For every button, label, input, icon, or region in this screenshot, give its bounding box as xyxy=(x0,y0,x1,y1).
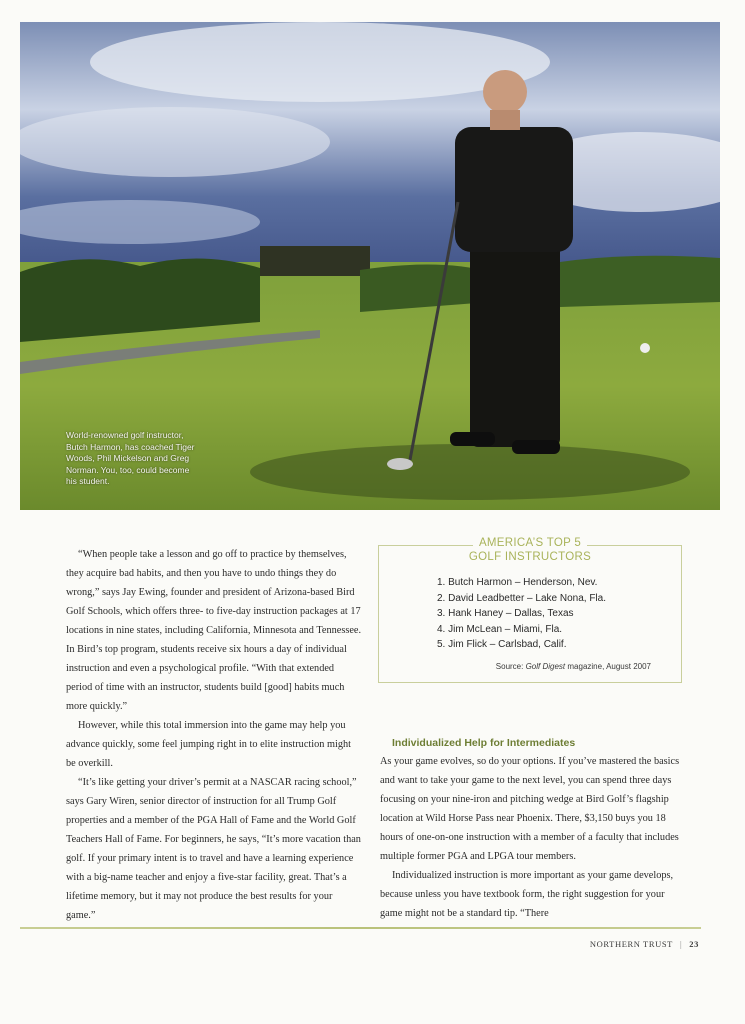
footer-separator: | xyxy=(679,939,683,949)
source-prefix: Source: xyxy=(495,662,526,671)
paragraph: “It’s like getting your driver’s permit at a NASCAR racing school,” says Gary Wiren, senior director of instruction for all Trump Golf properties and a member of the PGA Hall of Fame and the World Golf Teachers Hall of Fame. For beginners, he says, “It’s more vacation than golf. If your primary intent is to travel and have a learning experience with a big-name teacher and enjoy a five-star facility, great. That’s a lifetime memory, but it may not produce the best results for your game.” xyxy=(66,777,361,921)
list-item: 3. Hank Haney – Dallas, Texas xyxy=(437,608,574,619)
sidebar-title-line1: AMERICA’S TOP 5 xyxy=(473,536,587,550)
top-instructors-sidebar xyxy=(378,537,682,683)
sidebar-title-line2: GOLF INSTRUCTORS xyxy=(463,550,597,564)
footer-rule xyxy=(20,927,701,929)
page-number: 23 xyxy=(689,939,699,949)
right-column xyxy=(380,734,680,923)
photo-caption: World-renowned golf instructor, Butch Harmon, has coached Tiger Woods, Phil Mickelson and Greg Norman. You, too, could become his student. xyxy=(66,430,195,486)
paragraph: As your game evolves, so do your options. If you’ve mastered the basics and want to take your game to the next level, you can spend three days focusing on your nine-iron and pitching wedge at Bird Golf’s flagship location at Wild Horse Pass near Phoenix. There, $3,150 buys you 18 hours of one-on-one instruction with a member of a faculty that includes multiple former PGA and LPGA tour members. xyxy=(380,756,680,862)
list-item: 4. Jim McLean – Miami, Fla. xyxy=(437,623,563,635)
hero-photo xyxy=(20,22,720,510)
instructor-list xyxy=(437,575,606,653)
publication-name: NORTHERN TRUST xyxy=(589,939,673,949)
paragraph: Individualized instruction is more important as your game develops, because unless you have textbook form, the right suggestion for your game might not be a standard tip. “There xyxy=(380,870,674,919)
source-publication: Golf Digest xyxy=(525,662,566,671)
sidebar-title xyxy=(379,536,681,564)
paragraph: “When people take a lesson and go off to practice by themselves, they acquire bad habits, and then you have to undo things they do wrong,” says Jay Ewing, founder and president of Arizona-based Bird Golf Schools, which offers three- to five-day instruction packages at 17 locations in nine states, including California, Minnesota and Tennessee. In Bird’s top program, students receive six hours a day of individual instruction and even a psychological profile. “With that extended period of time with an instructor, students build [good] habits much more quickly.” xyxy=(66,549,362,712)
list-item: 1. Butch Harmon – Henderson, Nev. xyxy=(437,577,598,588)
list-item: 5. Jim Flick – Carlsbad, Calif. xyxy=(437,639,567,650)
source-suffix: magazine, August 2007 xyxy=(565,662,651,671)
page-footer xyxy=(590,939,699,949)
left-column xyxy=(66,545,362,925)
list-item: 2. David Leadbetter – Lake Nona, Fla. xyxy=(437,592,606,604)
paragraph: However, while this total immersion into the game may help you advance quickly, some feel jumping right in to elite instruction might be overkill. xyxy=(66,720,352,769)
sidebar-source xyxy=(496,662,651,671)
section-subhead: Individualized Help for Intermediates xyxy=(392,737,576,749)
